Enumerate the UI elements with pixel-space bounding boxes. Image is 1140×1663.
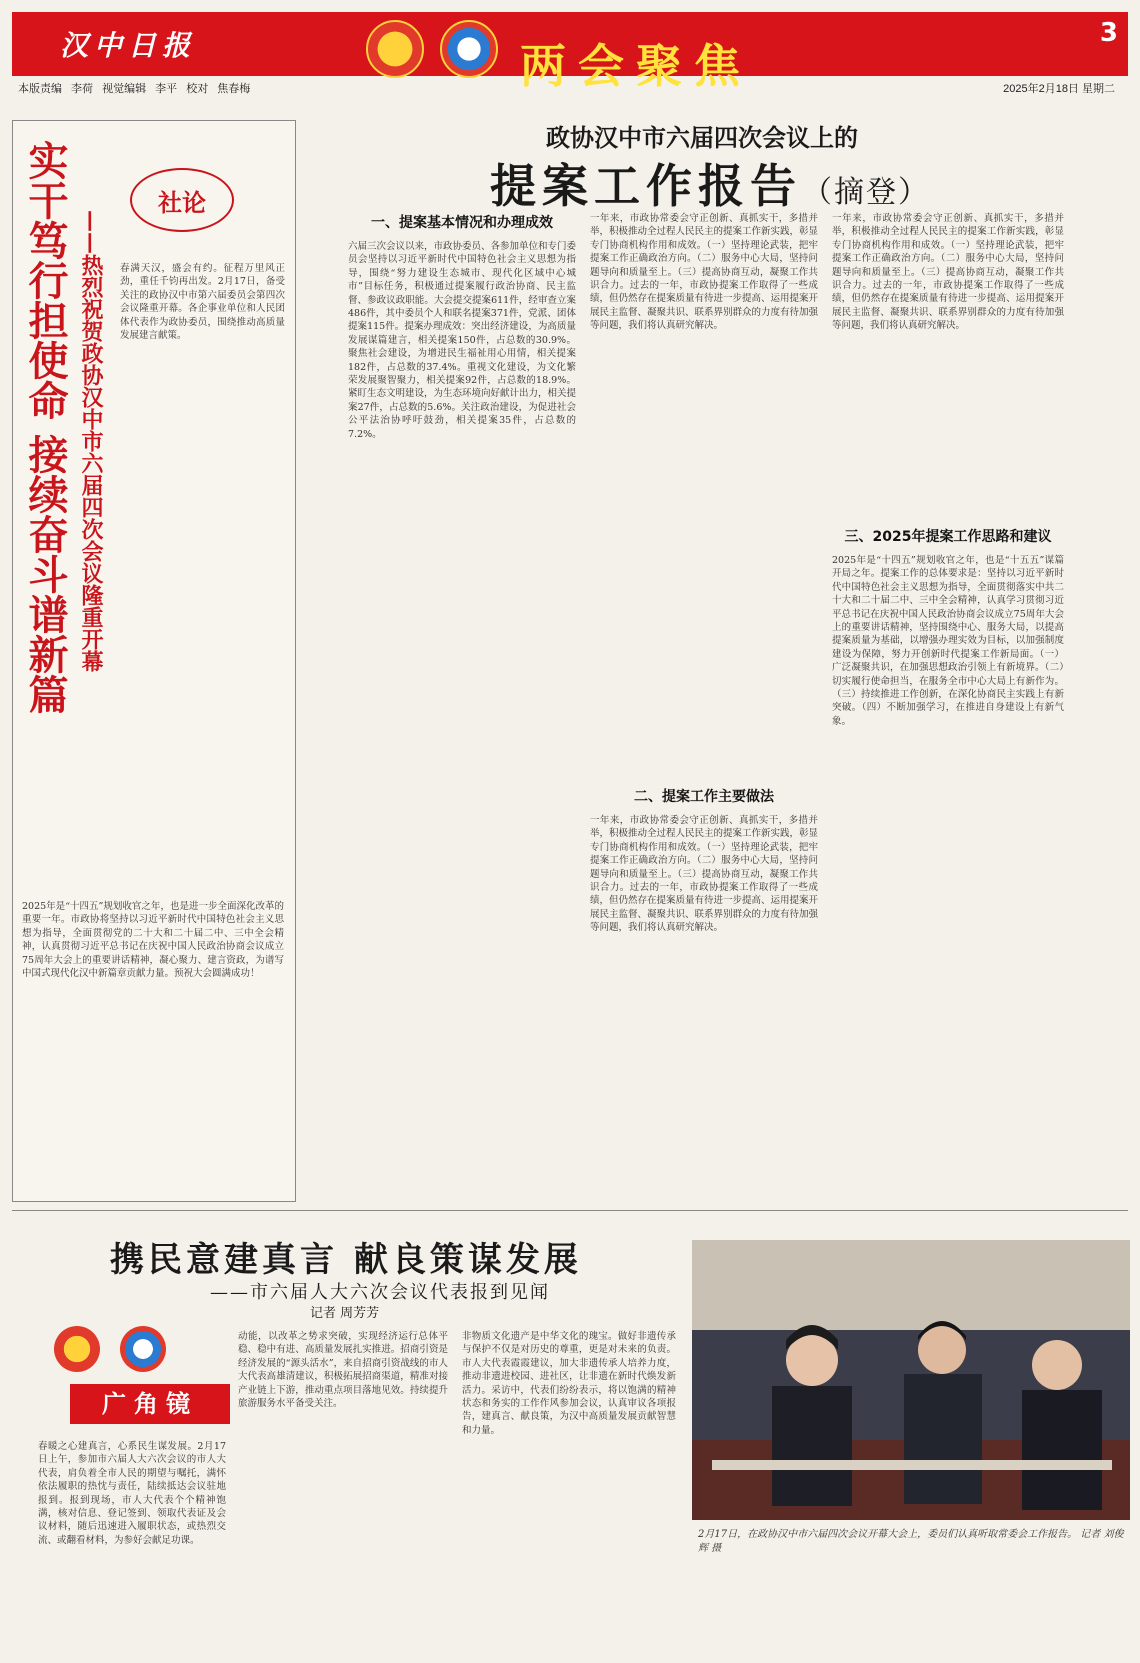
story-badge: 广角镜 xyxy=(70,1384,230,1424)
section-text-continued: 一年来，市政协常委会守正创新、真抓实干，多措并举，积极推动全过程人民民主的提案工作新实践，彰显专门协商机构作用和成效。（一）坚持理论武装，把牢提案工作正确政治方向。（二）服务中心大局，坚持问题导向和质量至上。（三）提高协商互动，凝聚工作共识合力。过去的一年，市政协提案工作取得了一些成绩，但仍然存在提案质量有待进一步提高、运用提案开展民主监督、凝聚共识、联系界别群众的力度有待加强等问题，我们将认真研究解决。 xyxy=(590,213,818,332)
story-byline: 记者 周芳芳 xyxy=(310,1306,380,1321)
report-column-2 xyxy=(590,212,818,1194)
report-headline xyxy=(490,150,930,216)
section-text-continued: 一年来，市政协常委会守正创新、真抓实干，多措并举，积极推动全过程人民民主的提案工作新实践，彰显专门协商机构作用和成效。（一）坚持理论武装，把牢提案工作正确政治方向。（二）服务中心大局，坚持问题导向和质量至上。（三）提高协商互动，凝聚工作共识合力。过去的一年，市政协提案工作取得了一些成绩，但仍然存在提案质量有待进一步提高、运用提案开展民主监督、凝聚共识、联系界别群众的力度有待加强等问题，我们将认真研究解决。 xyxy=(832,213,1064,332)
editorial-subtitle: ——热烈祝贺政协汉中市六届四次会议隆重开幕 xyxy=(78,210,104,672)
report-headline-text: 提案工作报告 xyxy=(490,159,802,213)
section-title: 两会聚焦 xyxy=(520,39,752,93)
meeting-photo xyxy=(692,1240,1130,1520)
emblem-icon xyxy=(120,1326,166,1372)
report-headline-tag: （摘登） xyxy=(802,175,930,210)
report-column-1 xyxy=(348,212,576,1200)
report-kicker: 政协汉中市六届四次会议上的 xyxy=(546,124,858,152)
newspaper-masthead: 汉中日报 xyxy=(60,29,197,62)
photo-caption: 2月17日，在政协汉中市六届四次会议开幕大会上，委员们认真听取常委会工作报告。 记者 刘俊辉 摄 xyxy=(698,1529,1124,1554)
issue-date: 2025年2月18日 星期二 xyxy=(1003,83,1115,95)
section-heading: 一、提案基本情况和办理成效 xyxy=(371,215,553,231)
section-text: 一年来，市政协常委会守正创新、真抓实干，多措并举，积极推动全过程人民民主的提案工作新实践，彰显专门协商机构作用和成效。（一）坚持理论武装，把牢提案工作正确政治方向。（二）服务中心大局，坚持问题导向和质量至上。（三）提高协商互动，凝聚工作共识合力。过去的一年，市政协提案工作取得了一些成绩，但仍然存在提案质量有待进一步提高、运用提案开展民主监督、凝聚共识、联系界别群众的力度有待加强等问题，我们将认真研究解决。 xyxy=(590,815,818,934)
section-text: 2025年是“十四五”规划收官之年，也是“十五五”谋篇开局之年。提案工作的总体要求是：坚持以习近平新时代中国特色社会主义思想为指导，全面贯彻落实中共二十大和二十届二中、三中全会精神，认真学习贯彻习近平总书记在庆祝中国人民政治协商会议成立75周年大会上的重要讲话精神，坚持围绕中心、服务大局，以提高提案质量为基础，以增强办理实效为目标，以加强制度建设为保障，努力开创新时代提案工作新局面。（一）广泛凝聚共识，在加强思想政治引领上有新境界。（二）切实履行使命担当，在服务全市中心大局上有新作为。（三）持续推进工作创新，在深化协商民主实践上有新突破。（四）不断加强学习，在推进自身建设上有新气象。 xyxy=(832,555,1064,727)
national-emblem-icon xyxy=(366,20,424,78)
story-subtitle: ——市六届人大六次会议代表报到见闻 xyxy=(210,1282,550,1303)
cppcc-emblem-icon xyxy=(440,20,498,78)
editorial-title: 实干笃行担使命 接续奋斗谱新篇 xyxy=(22,140,69,714)
editorial-lead: 春满天汉，盛会有约。征程万里风正劲，重任千钧再出发。2月17日，备受关注的政协汉中市第六届委员会第四次会议隆重开幕。各企事业单位和人民团体代表作为政协委员，围绕推动高质量发展建言献策。 xyxy=(120,263,285,342)
editorial-badge: 社论 xyxy=(130,168,234,232)
story-title: 携民意建真言 献良策谋发展 xyxy=(110,1240,582,1280)
editor-credits: 本版责编 李荷 视觉编辑 李平 校对 焦春梅 xyxy=(18,83,251,95)
report-column-3 xyxy=(832,212,1064,1194)
section-divider xyxy=(12,1210,1128,1211)
story-column-1: 春暖之心建真言，心系民生谋发展。2月17日上午，参加市六届人大六次会议的市人大代表，肩负着全市人民的期望与嘱托，满怀依法履职的热忱与责任，陆续抵达会议驻地报到。报到现场，市人大代表个个精神饱满，核对信息、登记签到、领取代表证及会议材料，随后迅速进入履职状态，或热烈交流、或翻看材料，为参好会献足功课。 xyxy=(38,1441,226,1546)
story-column-2: 动能，以改革之势求突破，实现经济运行总体平稳、稳中有进、高质量发展扎实推进。招商引资是经济发展的“源头活水”，来自招商引资战线的市人大代表高雄清建议，积极拓展招商渠道，精准对接产业链上下游，推动重点项目落地见效。持续提升旅游服务水平备受关注。 xyxy=(238,1331,448,1410)
section-text: 六届三次会议以来，市政协委员、各参加单位和专门委员会坚持以习近平新时代中国特色社会主义思想为指导，围绕“努力建设生态城市、现代化区域中心城市”目标任务，积极通过提案履行政治协商、民主监督、参政议政职能。大会提交提案611件，经审查立案486件，其中委员个人和联名提案371件，党派、团体提案115件。提案办理成效：突出经济建设，为高质量发展谋篇建言，相关提案150件，占总数的30.9%。聚焦社会建设，为增进民生福祉用心用情，相关提案182件，占总数的37.4%。重视文化建设，为文化繁荣发展聚智聚力，相关提案92件，占总数的18.9%。紧盯生态文明建设，为生态环境向好献计出力，相关提案27件，占总数的5.6%。关注政治建设，为促进社会公平法治协呼吁鼓劲，相关提案35件，占总数的7.2%。 xyxy=(348,241,576,440)
story-column-3: 非物质文化遗产是中华文化的瑰宝。做好非遗传承与保护不仅是对历史的尊重，更是对未来的负责。市人大代表霞霞建议，加大非遗传承人培养力度，推动非遗进校园、进社区，让非遗在新时代焕发新活力。采访中，代表们纷纷表示，将以饱满的精神状态和务实的工作作风参加会议，认真审议各项报告，建真言、献良策，为汉中高质量发展贡献智慧和力量。 xyxy=(462,1331,676,1436)
page-number: 3 xyxy=(1099,18,1118,48)
section-heading: 二、提案工作主要做法 xyxy=(634,789,774,805)
section-heading: 三、2025年提案工作思路和建议 xyxy=(844,529,1052,545)
editorial-body: 2025年是“十四五”规划收官之年，也是进一步全面深化改革的重要一年。市政协将坚持以习近平新时代中国特色社会主义思想为指导，全面贯彻党的二十大和二十届二中、三中全会精神，认真贯彻习近平总书记在庆祝中国人民政治协商会议成立75周年大会上的重要讲话精神，凝心聚力、建言资政，为谱写中国式现代化汉中新篇章贡献力量。预祝大会圆满成功！ xyxy=(22,901,284,980)
emblem-icon xyxy=(54,1326,100,1372)
